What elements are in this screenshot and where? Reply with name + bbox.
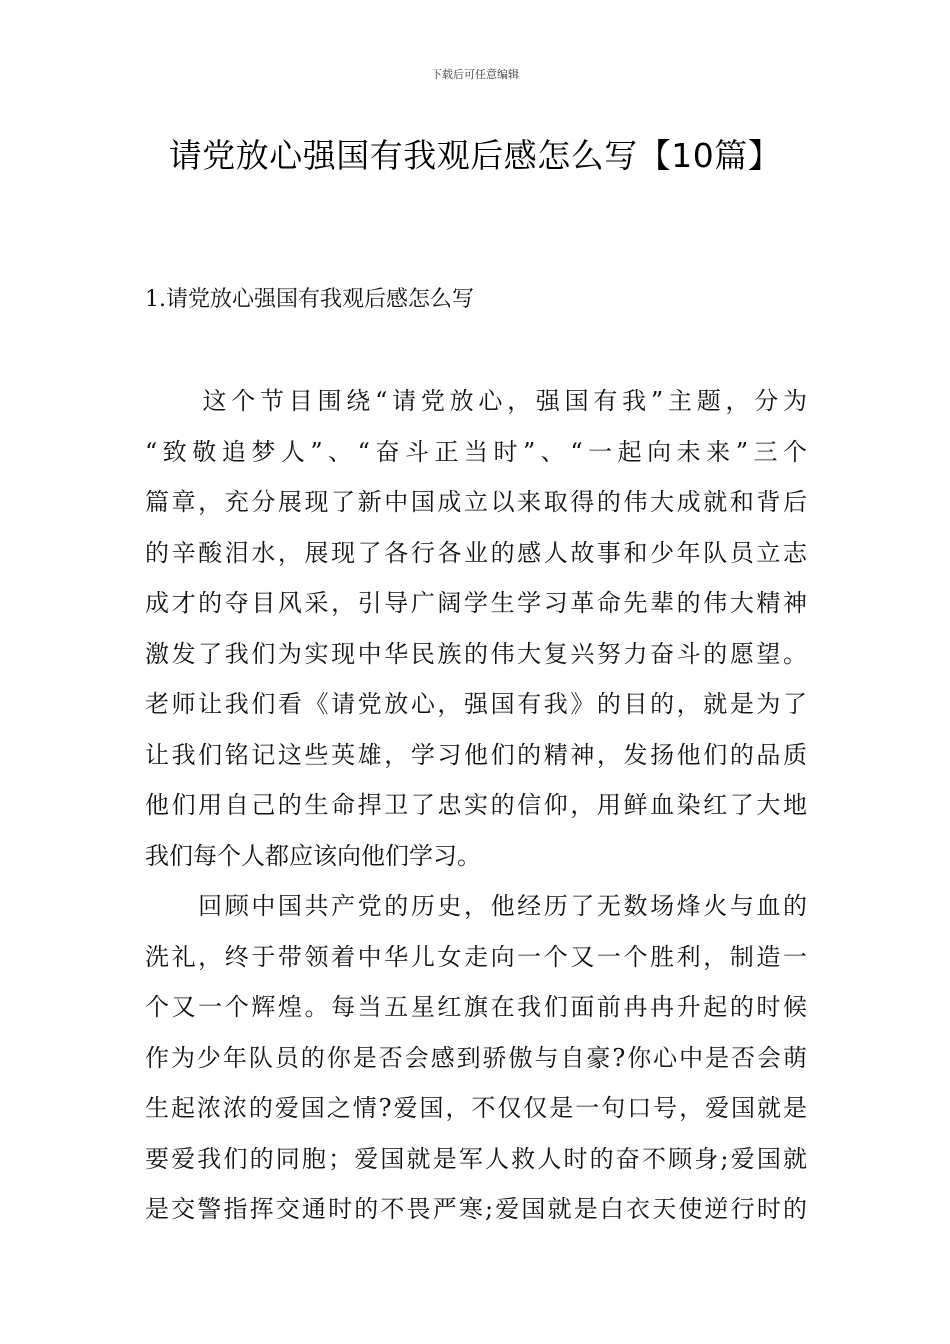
body-line: 要爱我们的同胞；爱国就是军人救人时的奋不顾身;爱国就	[145, 1144, 807, 1173]
body-line: 激发了我们为实现中华民族的伟大复兴努力奋斗的愿望。	[145, 639, 807, 668]
page-header-note: 下载后可任意编辑	[431, 68, 519, 81]
body-line: 洗礼，终于带领着中华儿女走向一个又一个胜利，制造一	[145, 942, 807, 971]
body-line: 让我们铭记这些英雄，学习他们的精神，发扬他们的品质	[145, 740, 807, 769]
body-line: 的辛酸泪水，展现了各行各业的感人故事和少年队员立志	[145, 538, 807, 567]
document-body	[145, 376, 807, 1235]
body-line: 篇章，充分展现了新中国成立以来取得的伟大成就和背后	[145, 488, 807, 516]
body-line: 是交警指挥交通时的不畏严寒;爱国就是白衣天使逆行时的	[145, 1195, 807, 1223]
body-line: 我们每个人都应该向他们学习。	[145, 841, 481, 870]
body-line: 回顾中国共产党的历史，他经历了无数场烽火与血的	[145, 892, 807, 920]
body-line: 这个节目围绕“请党放心，强国有我”主题，分为	[145, 387, 807, 415]
body-line: 成才的夺目风采，引导广阔学生学习革命先辈的伟大精神	[145, 589, 807, 617]
document-title: 请党放心强国有我观后感怎么写【10篇】	[168, 136, 782, 175]
body-line: “致敬追梦人”、“奋斗正当时”、“一起向未来”三个	[145, 437, 807, 466]
body-line: 生起浓浓的爱国之情?爱国，不仅仅是一句口号，爱国就是	[145, 1094, 807, 1122]
body-line: 老师让我们看《请党放心，强国有我》的目的，就是为了	[145, 690, 807, 718]
body-line: 作为少年队员的你是否会感到骄傲与自豪?你心中是否会萌	[145, 1043, 807, 1072]
body-line: 个又一个辉煌。每当五星红旗在我们面前冉冉升起的时候	[145, 993, 807, 1021]
body-line: 他们用自己的生命捍卫了忠实的信仰，用鲜血染红了大地	[145, 791, 807, 819]
section-heading: 1.请党放心强国有我观后感怎么写	[145, 287, 474, 312]
